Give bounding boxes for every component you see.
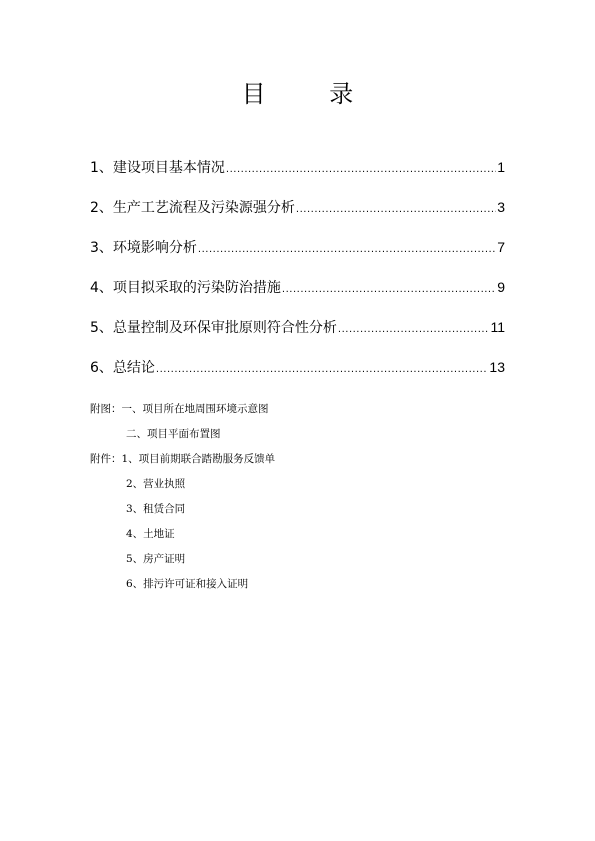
toc-entry-page: 3 (497, 199, 505, 215)
attachments-prefix: 附件： (90, 453, 122, 465)
toc-entry[interactable] (90, 277, 505, 317)
toc-entry[interactable] (90, 237, 505, 277)
toc-entry[interactable] (90, 357, 505, 397)
toc-leader-dots (226, 160, 496, 180)
toc-entry-label: 6、总结论 (90, 360, 155, 376)
attachment-label: 4、土地证 (126, 528, 175, 540)
attachment-item (90, 525, 510, 550)
attachment-item (90, 475, 510, 500)
toc-entry-label: 4、项目拟采取的污染防治措施 (90, 280, 281, 296)
toc-leader-dots (296, 200, 496, 220)
toc-entry[interactable] (90, 317, 505, 357)
figures-prefix: 附图： (90, 403, 122, 415)
attachment-item (90, 575, 510, 600)
toc-entry-label: 1、建设项目基本情况 (90, 160, 225, 176)
toc-entry-label: 3、环境影响分析 (90, 240, 197, 256)
toc-leader-dots (338, 320, 490, 340)
figure-label: 二、项目平面布置图 (126, 428, 221, 440)
toc-entry-page: 7 (497, 239, 505, 255)
attachment-item (90, 550, 510, 575)
toc-leader-dots (282, 280, 496, 300)
attachment-label: 6、排污许可证和接入证明 (126, 578, 249, 590)
attachment-item (90, 500, 510, 525)
table-of-contents (90, 157, 505, 397)
toc-entry-label: 5、总量控制及环保审批原则符合性分析 (90, 320, 337, 336)
toc-leader-dots (198, 240, 496, 260)
toc-entry-page: 13 (489, 359, 505, 375)
toc-entry[interactable] (90, 157, 505, 197)
toc-entry-page: 11 (490, 319, 505, 335)
toc-leader-dots (156, 360, 489, 380)
figure-item (90, 400, 510, 425)
figure-item (90, 425, 510, 450)
attachment-label: 1、项目前期联合踏勘服务反馈单 (121, 453, 276, 465)
attachment-label: 3、租赁合同 (126, 503, 186, 515)
attachment-label: 5、房产证明 (126, 553, 186, 565)
annex-list (90, 400, 510, 600)
toc-entry-label: 2、生产工艺流程及污染源强分析 (90, 200, 295, 216)
attachment-item (90, 450, 510, 475)
toc-entry-page: 1 (497, 159, 505, 175)
figure-label: 一、项目所在地周围环境示意图 (121, 403, 269, 415)
page-title: 目 录 (241, 80, 382, 108)
toc-entry-page: 9 (497, 279, 505, 295)
toc-entry[interactable] (90, 197, 505, 237)
attachment-label: 2、营业执照 (126, 478, 186, 490)
